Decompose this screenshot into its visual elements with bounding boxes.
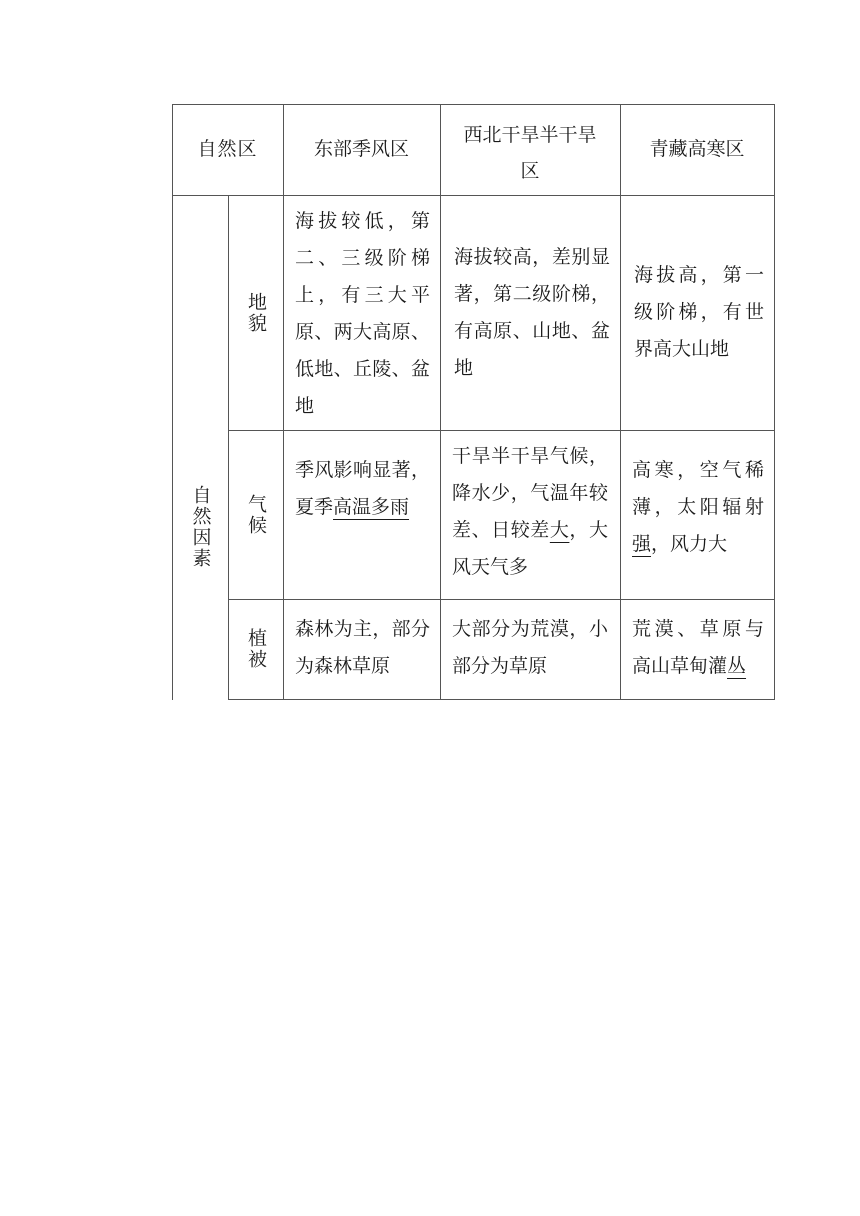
- cell-climate-tibet-text: 高寒，空气稀薄，太阳辐射: [632, 459, 764, 518]
- cell-climate-northwest-tail: ，大风天气多: [452, 519, 608, 578]
- row-label-vegetation: [228, 599, 283, 699]
- cell-climate-tibet-tail: ，风力大: [651, 533, 728, 555]
- cell-climate-east-text: 季风影响显著，夏季: [295, 459, 430, 518]
- cell-landform-east: [283, 195, 440, 430]
- header-natural-region-text: 自然区: [197, 138, 258, 160]
- cell-climate-tibet-underlined: 强: [632, 533, 652, 555]
- cell-climate-northwest-underlined: 大: [549, 519, 570, 541]
- header-northwest-arid: [440, 104, 620, 195]
- row-label-climate: [228, 430, 283, 599]
- cell-landform-northwest-text: 海拔较高，差别显著，第二级阶梯，有高原、山地、盆地: [454, 245, 610, 379]
- group-natural-factors-text: 自然因素: [189, 485, 212, 569]
- cell-landform-east-text: 海拔较低，第二、三级阶梯上，有三大平原、两大高原、低地、丘陵、盆地: [295, 210, 430, 417]
- cell-vegetation-northwest: [440, 599, 620, 699]
- cell-climate-east-underlined: 高温多雨: [333, 496, 410, 518]
- header-northwest-arid-text: 西北干旱半干旱区: [463, 123, 597, 182]
- header-east-monsoon-text: 东部季风区: [313, 138, 409, 160]
- cell-landform-tibet-text: 海拔高，第一级阶梯，有世界高大山地: [634, 264, 764, 360]
- cell-climate-northwest-text: 干旱半干旱气候，降水少，气温年较差、日较差: [452, 445, 608, 541]
- cell-landform-tibet: [620, 195, 774, 430]
- cell-climate-northwest: [440, 430, 620, 599]
- header-tibet-cold: [620, 104, 774, 195]
- table-border-right: [774, 104, 775, 700]
- cell-landform-northwest: [440, 195, 620, 430]
- cell-vegetation-northwest-text: 大部分为荒漠，小部分为草原: [452, 618, 608, 677]
- row-divider: [228, 699, 775, 700]
- cell-vegetation-tibet-text: 荒漠、草原与高山草甸灌: [632, 618, 764, 677]
- cell-vegetation-east-text: 森林为主，部分为森林草原: [295, 618, 430, 677]
- cell-climate-tibet: [620, 430, 774, 599]
- cell-vegetation-tibet: [620, 599, 774, 699]
- natural-region-table: [172, 104, 775, 700]
- row-label-vegetation-text: 植被: [245, 628, 267, 670]
- row-label-climate-text: 气候: [245, 493, 267, 536]
- group-natural-factors: [172, 195, 228, 700]
- row-label-landform: [228, 195, 283, 430]
- cell-climate-east: [283, 430, 440, 599]
- row-label-landform-text: 地貌: [245, 291, 267, 334]
- cell-vegetation-tibet-underlined: 丛: [727, 655, 747, 677]
- header-natural-region: [172, 104, 283, 195]
- header-east-monsoon: [283, 104, 440, 195]
- cell-vegetation-east: [283, 599, 440, 699]
- header-tibet-cold-text: 青藏高寒区: [649, 138, 745, 160]
